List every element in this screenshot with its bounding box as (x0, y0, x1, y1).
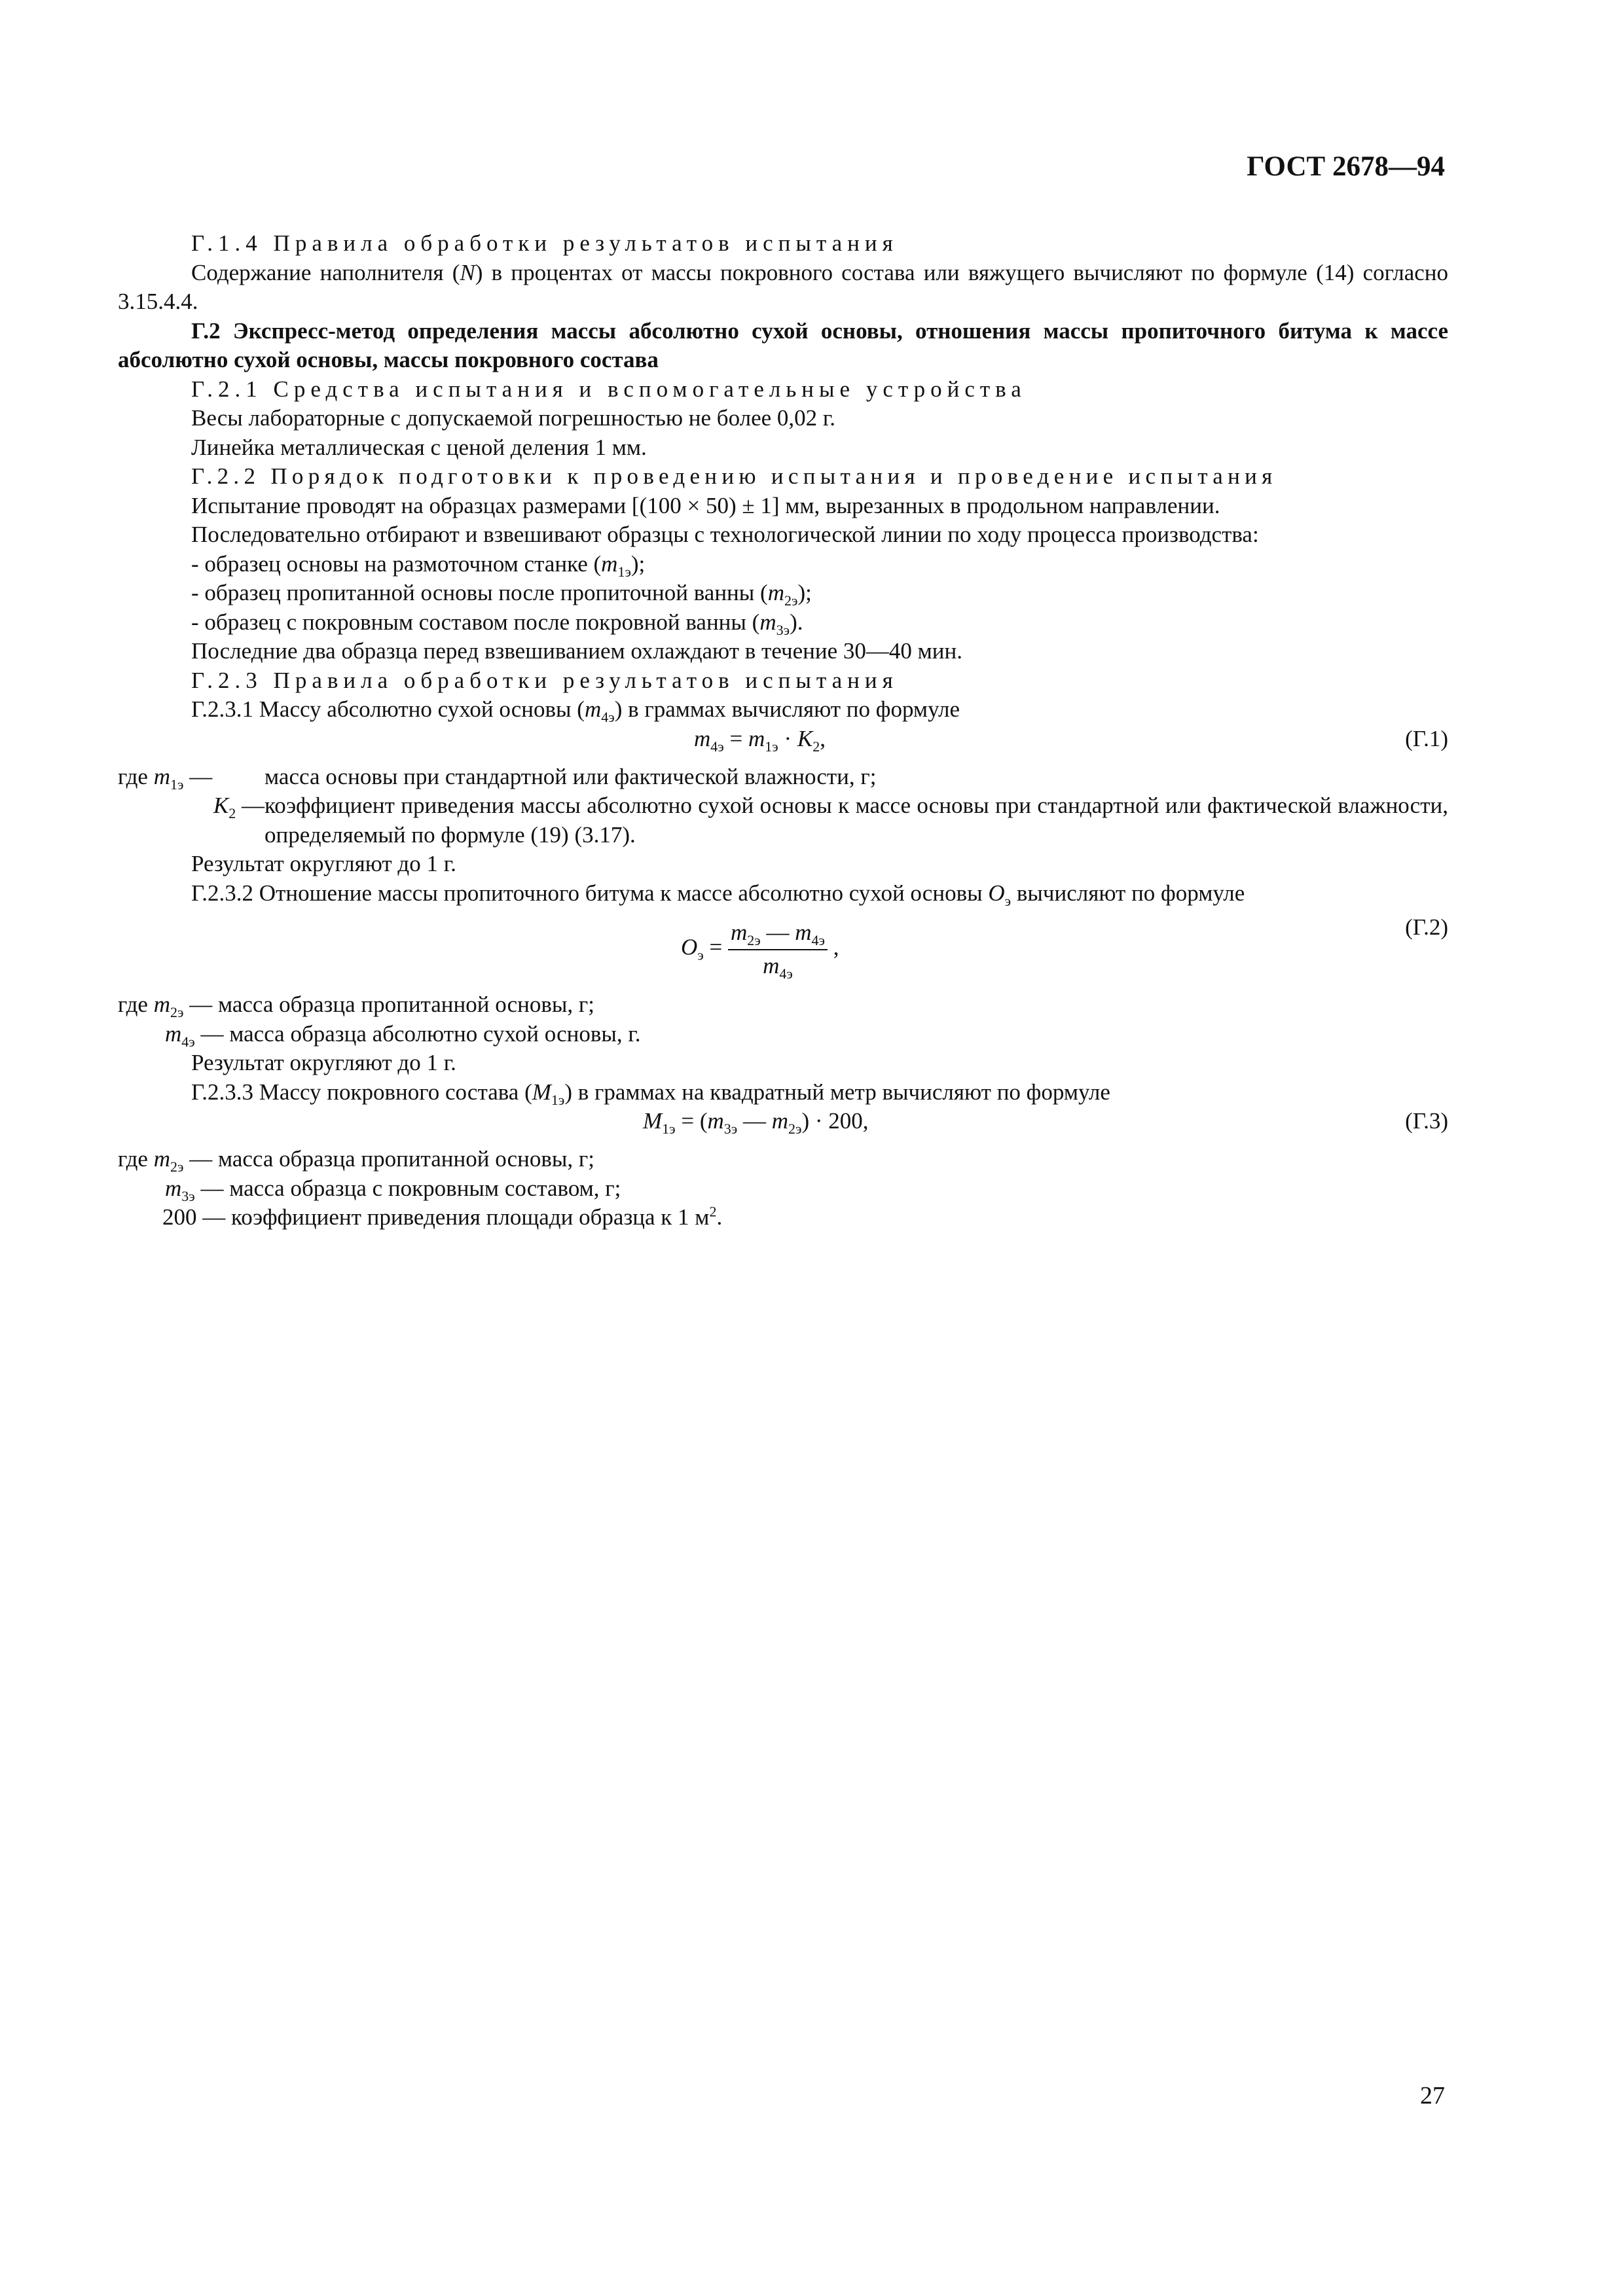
formula-g1 (118, 725, 1448, 762)
formula-g3-number: (Г.3) (1405, 1108, 1448, 1134)
sample-item-2: - образец пропитанной основы после пропиточной ванны $(m_{2э})$; (191, 580, 812, 609)
sample-size-line: Испытание проводят на образцах размерами [(100 × 50) ± 1] мм, вырезанных в продольном направлении. (191, 492, 1220, 518)
where3-row-3: 200 — коэффициент приведения площади образца к 1 $м^2$. (162, 1203, 723, 1230)
g233-paragraph: Г.2.3.3 Массу покровного состава $(M_{1э})$ в граммах на квадратный метр вычисляют по формуле (191, 1079, 1110, 1108)
sample-item-3: - образец с покровным составом после покровной ванны $(m_{3э})$. (191, 609, 803, 638)
round-result-1: Результат округляют до 1 г. (191, 851, 456, 876)
formula-g2-fraction: $\frac{m_{2э} — m_{4э}}{m_{4э}}$ (728, 918, 828, 980)
where2-row-2: $m_{4э}$ — масса образца абсолютно сухой основы, г. (165, 1020, 641, 1050)
where1-row-2: $K_2$ — коэффициент приведения массы абсолютно сухой основы к массе основы при стандартной или фактической влажности, определяемый по формуле (19) (3.17). (213, 793, 1448, 848)
section-g22-title: Г.2.2 Порядок подготовки к проведению испытания и проведение испытания (191, 463, 1277, 489)
variable-n: N (460, 259, 475, 285)
g232-paragraph: Г.2.3.2 Отношение массы пропиточного битума к массе абсолютно сухой основы $O_э$ вычисляют по формуле (191, 880, 1245, 909)
section-g2-title: Г.2 Экспресс-метод определения массы абсолютно сухой основы, отношения массы пропиточного битума к массе абсолютно сухой основы, массы покровного состава (118, 317, 1448, 372)
section-g14-title: Г.1.4 Правила обработки результатов испытания (191, 230, 898, 256)
ruler-line: Линейка металлическая с ценой деления 1 мм. (191, 434, 647, 460)
where3-row-1: где $m_{2э}$ — масса образца пропитанной основы, г; (118, 1146, 595, 1175)
document-body (118, 229, 1448, 1232)
where1-row-1: где $m_{1э}$ — масса основы при стандартной или фактической влажности, г; (118, 763, 877, 793)
page-number: 27 (1420, 2082, 1445, 2109)
formula-g2-number: (Г.2) (1405, 914, 1448, 940)
standard-number-header: ГОСТ 2678—94 (1247, 151, 1445, 182)
formula-g2-expression: $O_э$ = $\frac{m_{2э} — m_{4э}}{m_{4э}}$ , (681, 920, 839, 982)
section-g14-paragraph: Содержание наполнителя (N) в процентах от массы покровного состава или вяжущего вычисляют по формуле (14) согласно 3.15.4.4. (118, 259, 1448, 314)
sample-item-1: - образец основы на размоточном станке $(m_{1э})$; (191, 550, 646, 580)
where2-row-1: где $m_{2э}$ — масса образца пропитанной основы, г; (118, 992, 595, 1020)
sampling-line: Последовательно отбирают и взвешивают образцы с технологической линии по ходу процесса производства: (191, 522, 1259, 547)
g231-paragraph: Г.2.3.1 Массу абсолютно сухой основы $(m_{4э})$ в граммах вычисляют по формуле (191, 696, 960, 725)
section-g23-title: Г.2.3 Правила обработки результатов испытания (191, 667, 898, 693)
cooling-line: Последние два образца перед взвешиванием охлаждают в течение 30—40 мин. (191, 638, 963, 664)
scales-line: Весы лабораторные с допускаемой погрешностью не более 0,02 г. (191, 405, 836, 431)
section-g21-title: Г.2.1 Средства испытания и вспомогательные устройства (191, 376, 1027, 402)
round-result-2: Результат округляют до 1 г. (191, 1050, 456, 1075)
formula-g3 (118, 1107, 1448, 1145)
formula-g2 (118, 913, 1448, 986)
formula-g3-expression: $M_{1э} = (m_{3э}$ — $m_{2э}) \cdot 200$, (643, 1108, 869, 1137)
formula-g1-number: (Г.1) (1405, 725, 1448, 751)
formula-g1-expression: $m_{4э} = m_{1э} \cdot K_2$, (694, 725, 826, 755)
where3-row-2: $m_{3э}$ — масса образца с покровным составом, г; (165, 1175, 621, 1204)
